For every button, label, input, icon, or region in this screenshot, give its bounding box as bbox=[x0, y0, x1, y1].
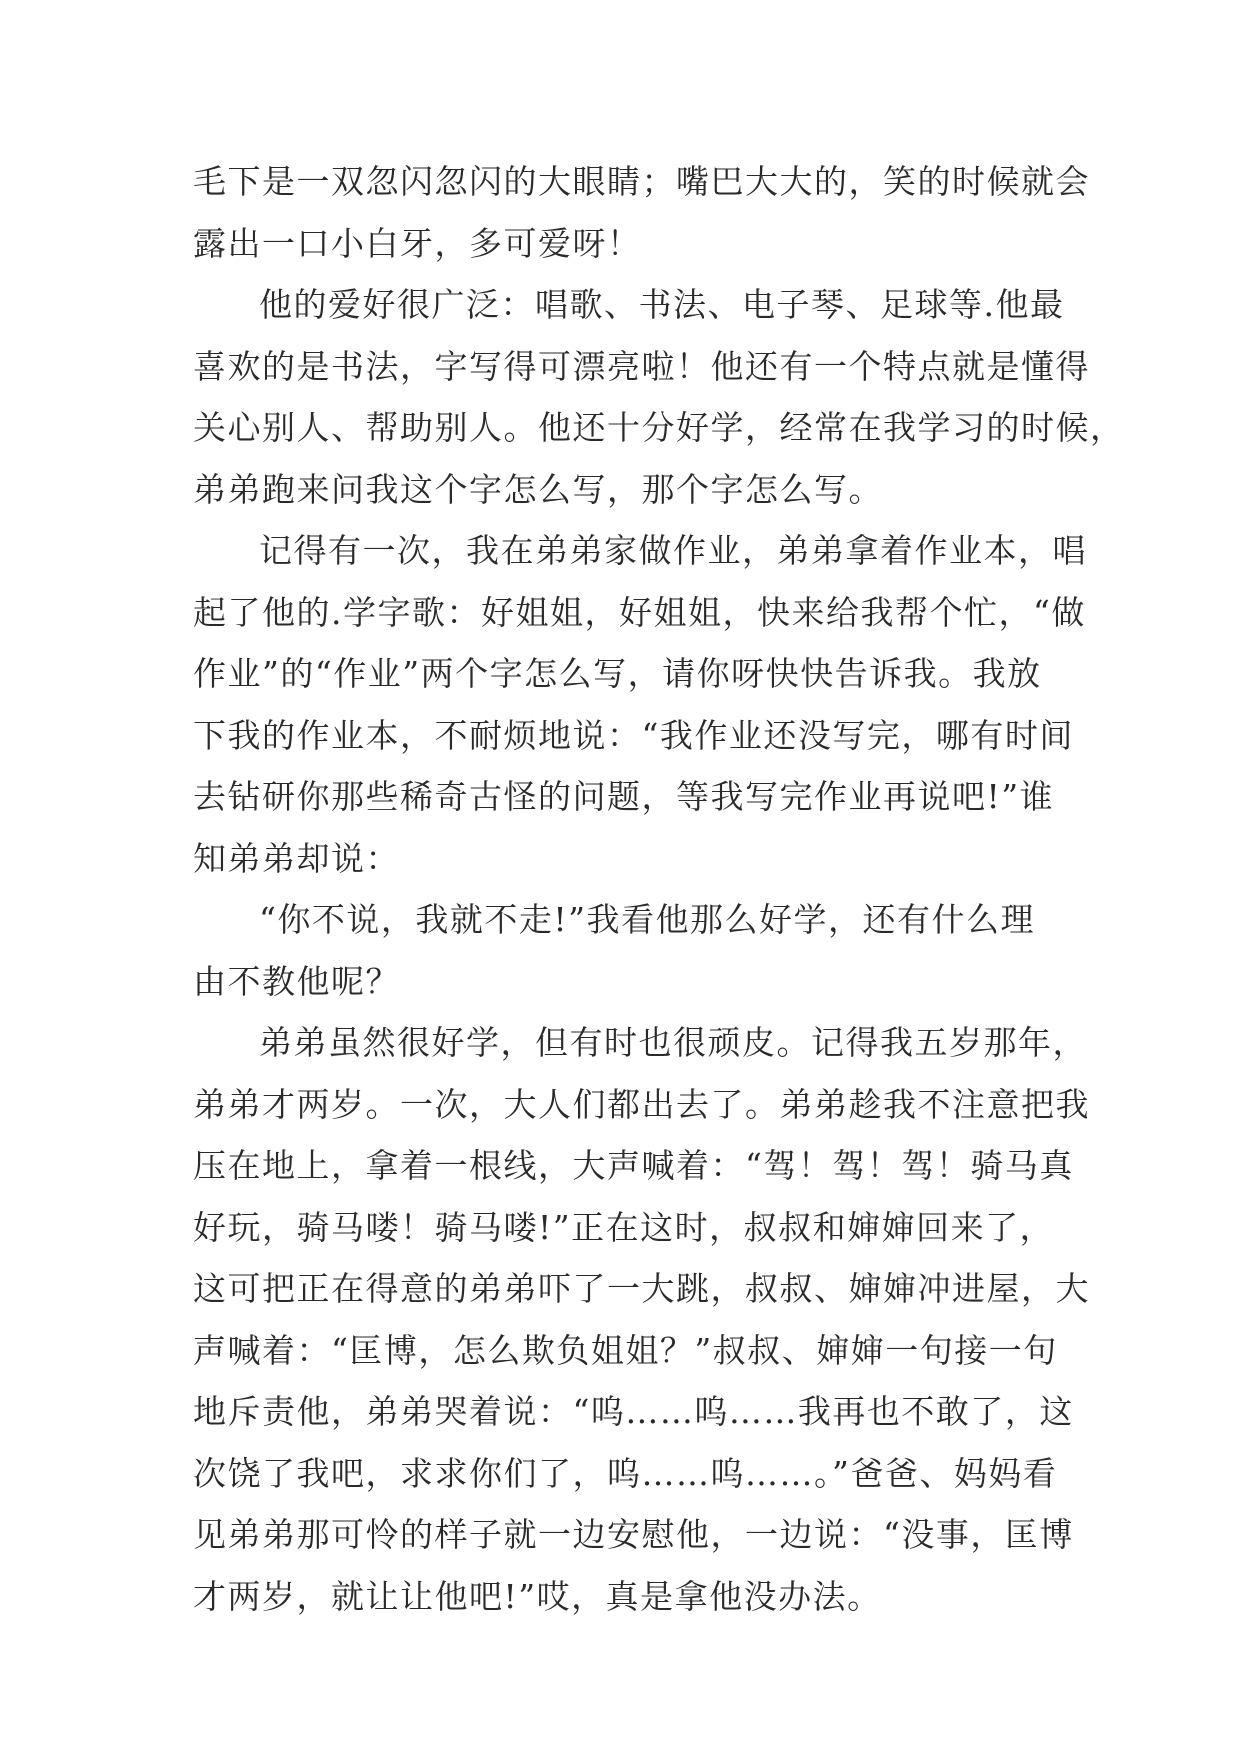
text-line: 知弟弟却说： bbox=[193, 838, 400, 878]
text-line: 见弟弟那可怜的样子就一边安慰他，一边说：“没事，匡博 bbox=[193, 1515, 1074, 1554]
body-text bbox=[193, 151, 1125, 1627]
paragraph-first-line: 记得有一次，我在弟弟家做作业，弟弟拿着作业本，唱 bbox=[259, 531, 1087, 570]
text-line: 露出一口小白牙，多可爱呀！ bbox=[193, 223, 642, 263]
text-line: 次饶了我吧，求求你们了，呜……呜……。”爸爸、妈妈看 bbox=[193, 1453, 1058, 1493]
text-line: 喜欢的是书法，字写得可漂亮啦！他还有一个特点就是懂得 bbox=[193, 346, 1090, 386]
text-line: 去钻研你那些稀奇古怪的问题，等我写完作业再说吧!”谁 bbox=[193, 777, 1055, 816]
text-line: 起了他的.学字歌：好姐姐，好姐姐，快来给我帮个忙，“做 bbox=[193, 592, 1086, 632]
text-line: 声喊着：“匡博，怎么欺负姐姐？”叔叔、婶婶一句接一句 bbox=[193, 1330, 1058, 1370]
text-line: 弟弟才两岁。一次，大人们都出去了。弟弟趁我不注意把我 bbox=[193, 1084, 1090, 1124]
text-line: 地斥责他，弟弟哭着说：“呜……呜……我再也不敢了，这 bbox=[193, 1392, 1074, 1431]
paragraph-first-line: 他的爱好很广泛：唱歌、书法、电子琴、足球等.他最 bbox=[259, 285, 1065, 324]
paragraph-first-line: “你不说，我就不走!”我看他那么好学，还有什么理 bbox=[259, 900, 1036, 939]
text-line: 毛下是一双忽闪忽闪的大眼睛；嘴巴大大的，笑的时候就会 bbox=[193, 162, 1090, 201]
text-line: 好玩，骑马喽！骑马喽!”正在这时，叔叔和婶婶回来了， bbox=[193, 1207, 1055, 1247]
text-line: 作业”的“作业”两个字怎么写，请你呀快快告诉我。我放 bbox=[193, 654, 1042, 693]
text-line: 下我的作业本，不耐烦地说：“我作业还没写完，哪有时间 bbox=[193, 715, 1074, 755]
text-line: 由不教他呢？ bbox=[193, 961, 400, 1001]
text-line: 压在地上，拿着一根线，大声喊着：“驾！驾！驾！骑马真 bbox=[193, 1146, 1074, 1185]
paragraph-first-line: 弟弟虽然很好学，但有时也很顽皮。记得我五岁那年， bbox=[259, 1023, 1087, 1062]
text-line: 弟弟跑来问我这个字怎么写，那个字怎么写。 bbox=[193, 469, 883, 509]
text-line: 关心别人、帮助别人。他还十分好学，经常在我学习的时候， bbox=[193, 408, 1125, 447]
text-line: 这可把正在得意的弟弟吓了一大跳，叔叔、婶婶冲进屋，大 bbox=[193, 1269, 1090, 1308]
text-line: 才两岁，就让让他吧!”哎，真是拿他没办法。 bbox=[193, 1576, 882, 1616]
